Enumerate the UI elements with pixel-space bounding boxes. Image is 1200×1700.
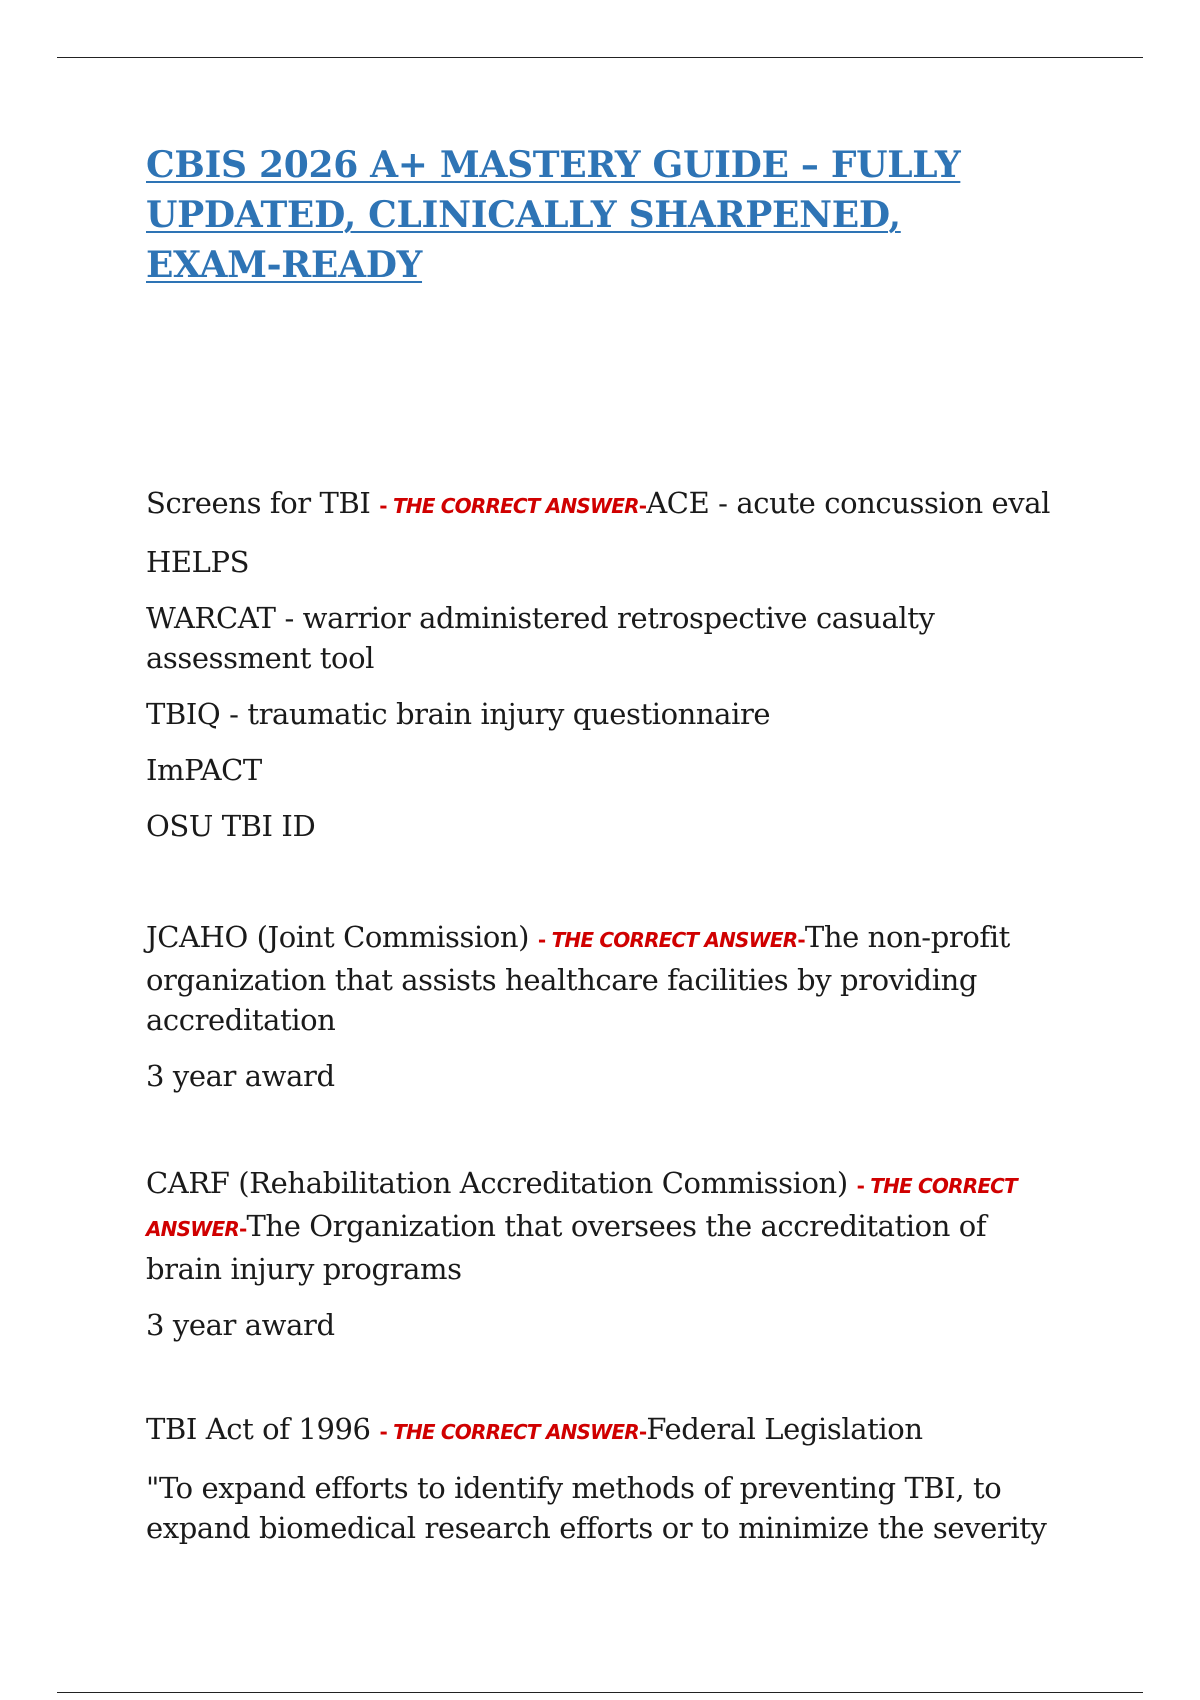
card-answer-line: OSU TBI ID [146,809,316,843]
card-answer-line: TBIQ - traumatic brain injury questionnaire [146,697,771,731]
bottom-rule [57,1692,1143,1693]
card-question-line [146,483,1066,526]
title-line-2: UPDATED, CLINICALLY SHARPENED, [146,194,901,236]
card-answer-line: ImPACT [146,753,262,787]
card-answer: Federal Legislation [646,1412,923,1446]
card-answer-line: 3 year award [146,1059,335,1093]
top-rule [57,57,1143,58]
correct-answer-marker: - THE CORRECT ANSWER- [379,1420,647,1444]
correct-answer-marker: - THE CORRECT ANSWER- [146,1174,1017,1241]
card-answer: ACE - acute concussion eval [646,486,1051,520]
card-answer-line: HELPS [146,545,250,579]
title-line-3: EXAM-READY [146,244,423,286]
document-title[interactable] [146,140,1066,290]
card-answer-line: WARCAT - warrior administered retrospective casualty assessment tool [146,601,935,675]
correct-answer-marker: - THE CORRECT ANSWER- [537,928,805,952]
card-term: Screens for TBI [146,486,371,520]
card-answer-line: "To expand efforts to identify methods of preventing TBI, to expand biomedical research efforts or to minimize the severity [146,1471,1047,1545]
title-line-1: CBIS 2026 A+ MASTERY GUIDE – FULLY [146,144,961,186]
flashcard-jcaho [146,917,1066,1096]
card-question-line [146,1409,1066,1452]
card-term: JCAHO (Joint Commission) [146,920,530,954]
card-question-line [146,917,1066,1040]
card-term: CARF (Rehabilitation Accreditation Commission) [146,1166,848,1200]
flashcard-carf [146,1163,1066,1345]
card-answer: The Organization that oversees the accreditation of brain injury programs [146,1209,987,1286]
card-term: TBI Act of 1996 [146,1412,371,1446]
flashcard-screens-for-tbi [146,483,1066,846]
header [146,140,1066,290]
card-answer-line: 3 year award [146,1308,335,1342]
flashcard-tbi-act-1996 [146,1409,1066,1548]
card-answer: The non-profit organization that assists healthcare facilities by providing accreditation [146,920,1010,1037]
correct-answer-marker: - THE CORRECT ANSWER- [379,494,647,518]
card-question-line [146,1163,1066,1289]
